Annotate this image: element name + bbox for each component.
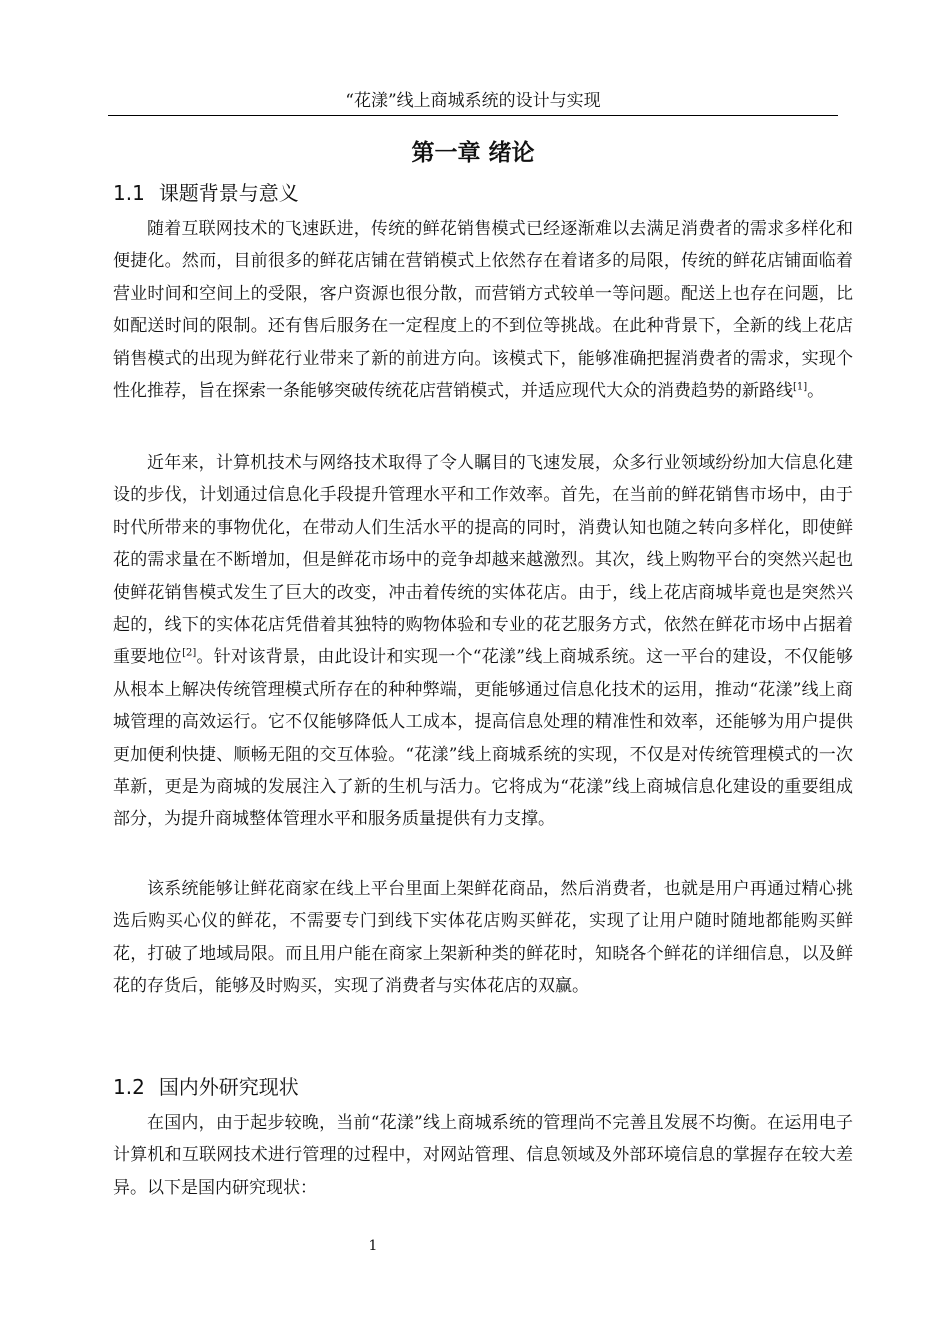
section-heading-1-1 [113,178,838,208]
paragraph-text: 在国内，由于起步较晚，当前“花漾”线上商城系统的管理尚不完善且发展不均衡。在运用电子计算机和互联网技术进行管理的过程中，对网站管理、信息领域及外部环境信息的掌握存在较大差异。以下是国内研究现状： [113,1113,853,1198]
paragraph-text: 随着互联网技术的飞速跃进，传统的鲜花销售模式已经逐渐难以去满足消费者的需求多样化和便捷化。然而，目前很多的鲜花店铺在营销模式上依然存在着诸多的局限，传统的鲜花店铺面临着营业时间和空间上的受限，客户资源也很分散，而营销方式较单一等问题。配送上也存在问题，比如配送时间的限制。还有售后服务在一定程度上的不到位等挑战。在此种背景下，全新的线上花店销售模式的出现为鲜花行业带来了新的前进方向。该模式下，能够准确把握消费者的需求，实现个性化推荐，旨在探索一条能够突破传统花店营销模式，并适应现代大众的消费趋势的新路线 [113,219,853,402]
paragraph-text: 近年来，计算机技术与网络技术取得了令人瞩目的飞速发展，众多行业领域纷纷加大信息化建设的步伐，计划通过信息化手段提升管理水平和工作效率。首先，在当前的鲜花销售市场中，由于时代所带来的事物优化，在带动人们生活水平的提高的同时，消费认知也随之转向多样化，即使鲜花的需求量在不断增加，但是鲜花市场中的竞争却越来越激烈。其次，线上购物平台的突然兴起也使鲜花销售模式发生了巨大的改变，冲击着传统的实体花店。由于，线上花店商城毕竟也是突然兴起的，线下的实体花店凭借着其独特的购物体验和专业的花艺服务方式，依然在鲜花市场中占据着重要地位 [113,453,853,668]
citation-ref: [1] [793,381,808,393]
paragraph-text: 该系统能够让鲜花商家在线上平台里面上架鲜花商品，然后消费者，也就是用户再通过精心挑选后购买心仪的鲜花，不需要专门到线下实体花店购买鲜花，实现了让用户随时随地都能购买鲜花，打破了地域局限。而且用户能在商家上架新种类的鲜花时，知晓各个鲜花的详细信息，以及鲜花的存货后，能够及时购买，实现了消费者与实体花店的双赢。 [113,879,853,997]
header-divider [108,115,838,116]
paragraph-background-1 [113,213,853,407]
citation-ref: [2] [182,647,197,659]
page-number: 1 [368,1238,378,1254]
section-number: 1.1 [113,181,145,205]
paragraph-background-2 [113,447,853,836]
paragraph-tail: 。针对该背景，由此设计和实现一个“花漾”线上商城系统。这一平台的建设，不仅能够从根本上解决传统管理模式所存在的种种弊端，更能够通过信息化技术的运用，推动“花漾”线上商城管理的高效运行。它不仅能够降低人工成本，提高信息处理的精准性和效率，还能够为用户提供更加便利快捷、顺畅无阻的交互体验。“花漾”线上商城系统的实现，不仅是对传统管理模式的一次革新，更是为商城的发展注入了新的生机与活力。它将成为“花漾”线上商城信息化建设的重要组成部分，为提升商城整体管理水平和服务质量提供有力支撑。 [113,647,854,830]
paragraph-tail: 。 [807,381,825,402]
section-title: 国内外研究现状 [158,1075,299,1099]
section-number: 1.2 [113,1075,145,1099]
paragraph-research-status [113,1107,853,1204]
section-title: 课题背景与意义 [158,181,299,205]
chapter-title: 第一章 绪论 [411,140,535,166]
section-heading-1-2 [113,1072,838,1102]
paragraph-background-3 [113,873,853,1003]
running-header: “花漾”线上商城系统的设计与实现 [345,91,601,111]
